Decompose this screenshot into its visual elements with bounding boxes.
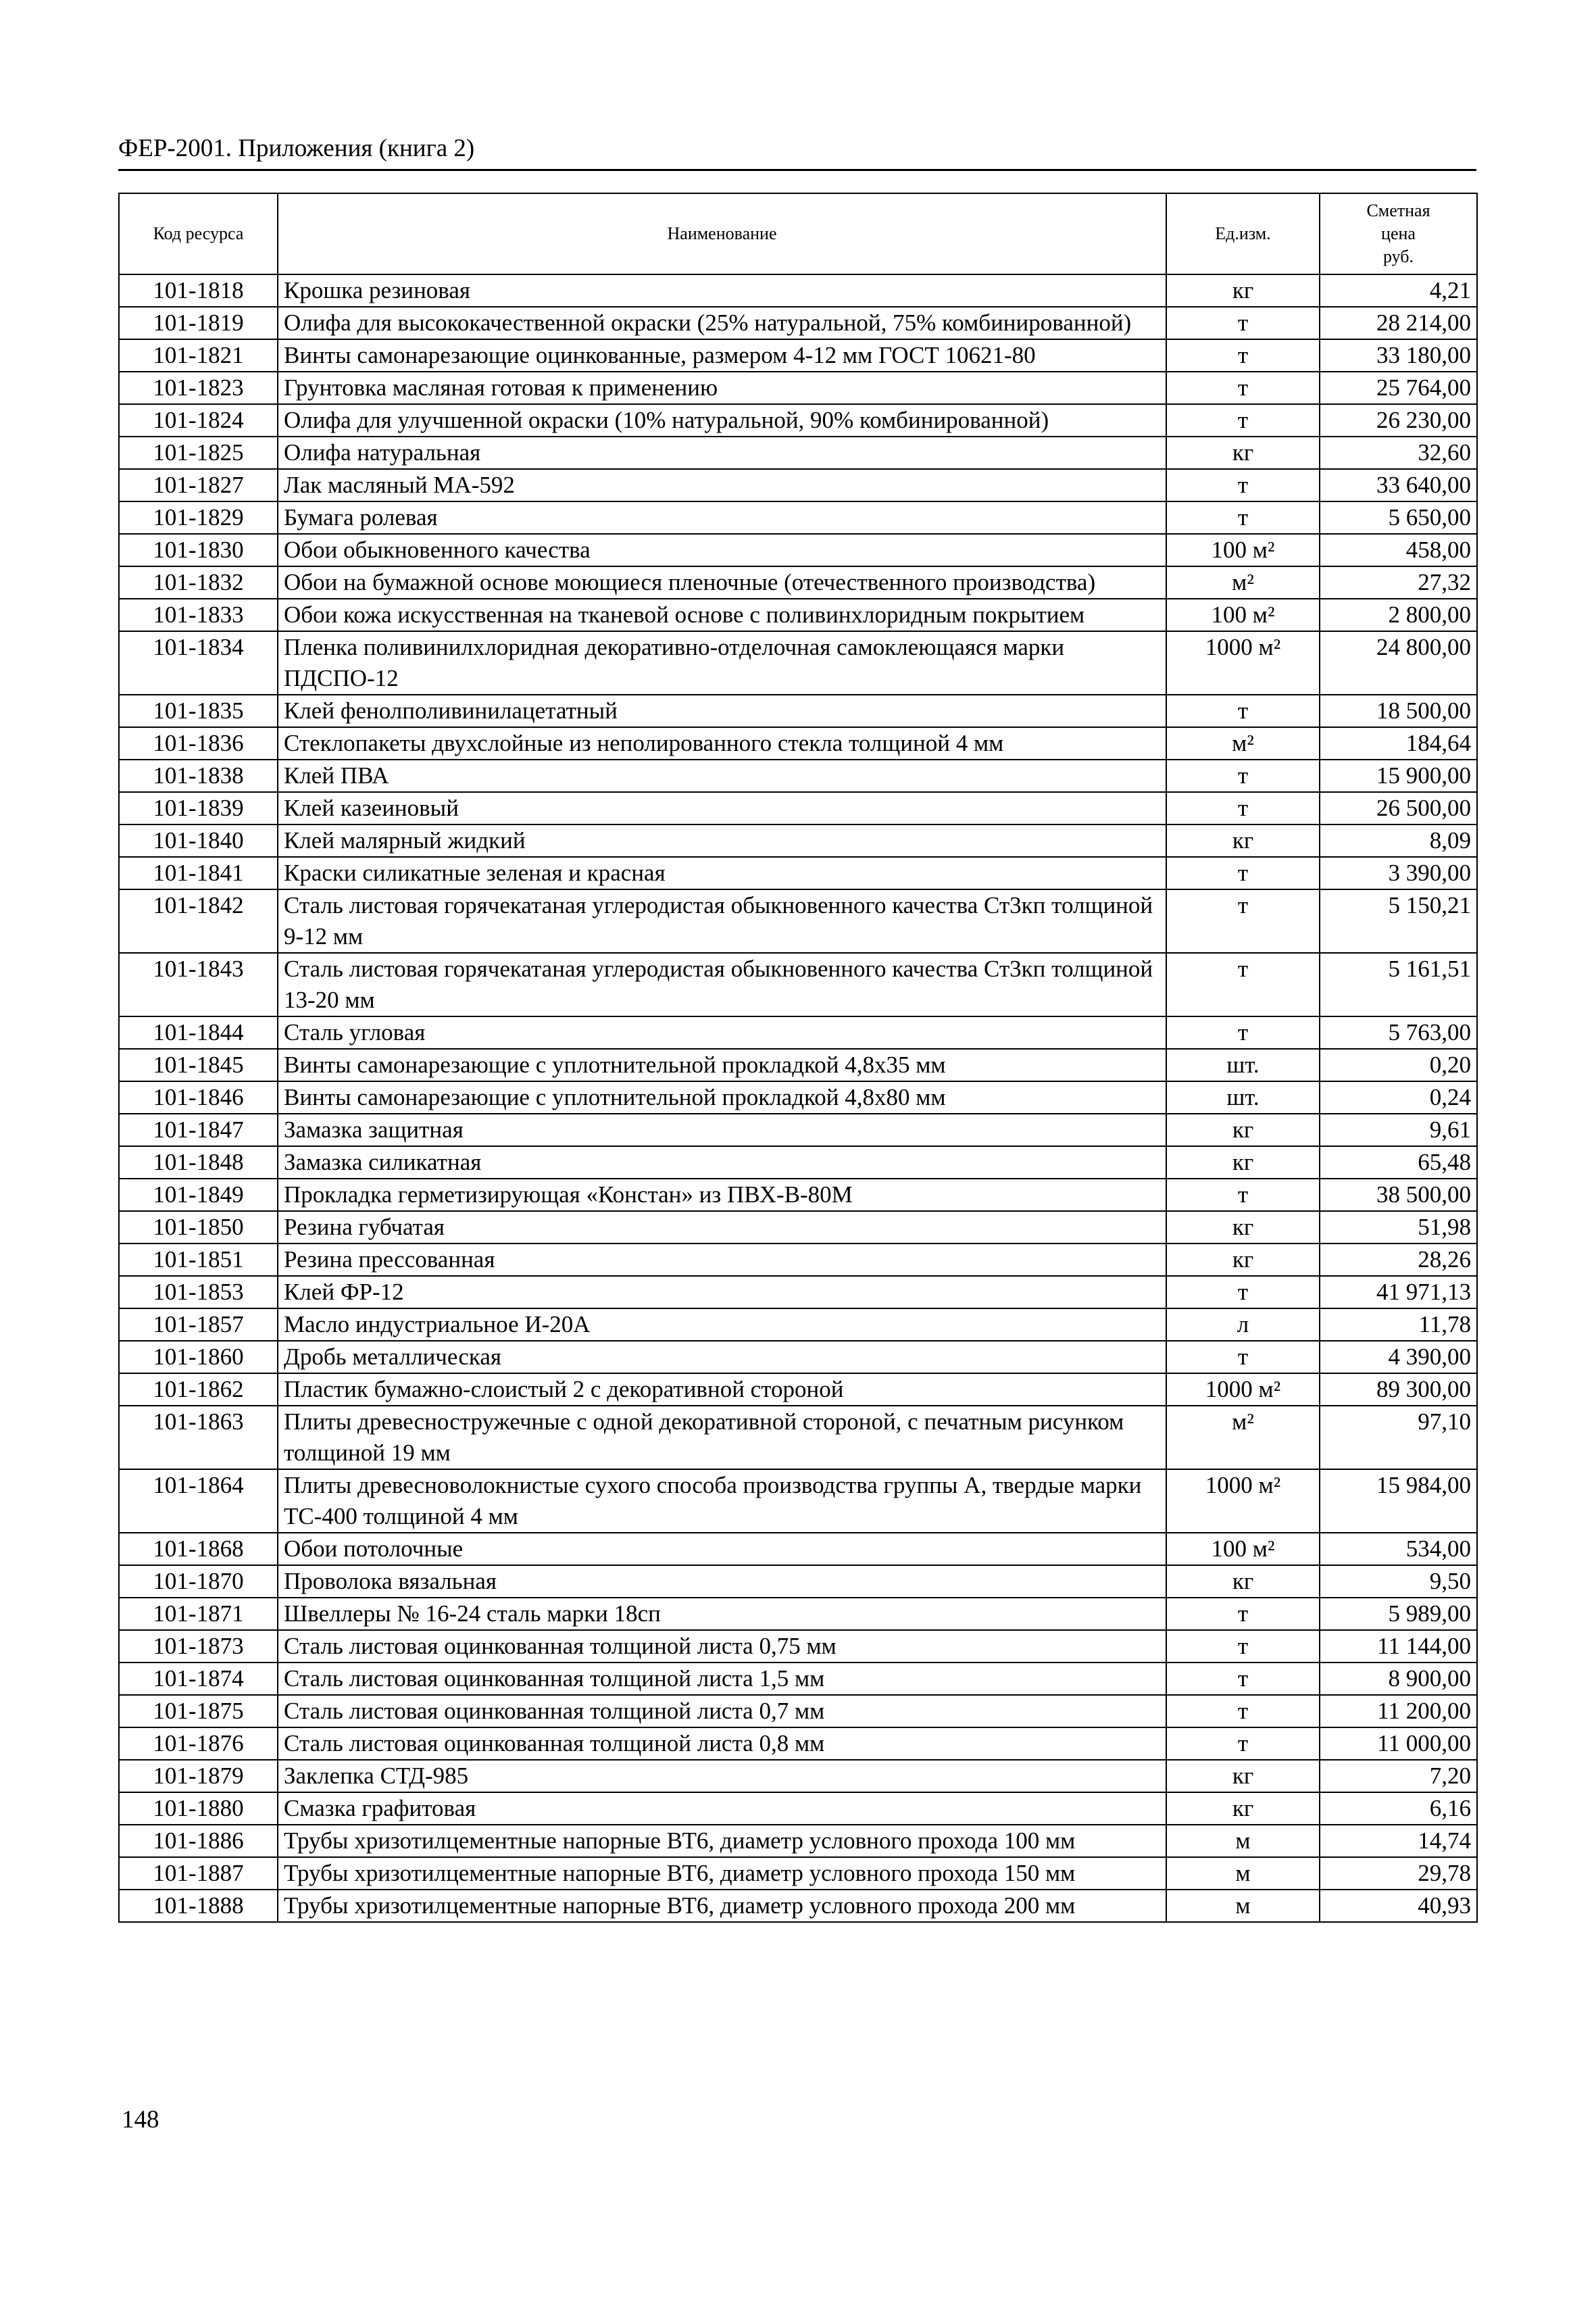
- table-row: [119, 1081, 1477, 1114]
- cell-code: 101-1870: [119, 1565, 278, 1598]
- page-header-title: ФЕР-2001. Приложения (книга 2): [118, 134, 475, 162]
- cell-price: 32,60: [1320, 437, 1477, 469]
- table-row: [119, 953, 1477, 1016]
- cell-code: 101-1874: [119, 1663, 278, 1695]
- cell-name: Смазка графитовая: [278, 1792, 1166, 1825]
- cell-price: 40,93: [1320, 1890, 1477, 1922]
- cell-unit: кг: [1166, 1146, 1320, 1179]
- cell-code: 101-1839: [119, 792, 278, 824]
- table-row: [119, 339, 1477, 372]
- cell-name: Обои кожа искусственная на тканевой основе с поливинхлоридным покрытием: [278, 599, 1166, 631]
- cell-unit: л: [1166, 1308, 1320, 1341]
- table-row: [119, 599, 1477, 631]
- cell-unit: т: [1166, 792, 1320, 824]
- cell-unit: т: [1166, 339, 1320, 372]
- cell-price: 65,48: [1320, 1146, 1477, 1179]
- table-header-row: [119, 193, 1477, 274]
- table-row: [119, 1341, 1477, 1373]
- cell-code: 101-1841: [119, 857, 278, 889]
- cell-code: 101-1847: [119, 1114, 278, 1146]
- cell-unit: м: [1166, 1890, 1320, 1922]
- cell-code: 101-1888: [119, 1890, 278, 1922]
- cell-code: 101-1887: [119, 1857, 278, 1890]
- cell-code: 101-1833: [119, 599, 278, 631]
- cell-price: 41 971,13: [1320, 1276, 1477, 1308]
- cell-name: Бумага ролевая: [278, 501, 1166, 534]
- header-price-line3: руб.: [1382, 247, 1414, 266]
- cell-price: 5 763,00: [1320, 1016, 1477, 1049]
- cell-code: 101-1875: [119, 1695, 278, 1727]
- cell-price: 0,24: [1320, 1081, 1477, 1114]
- table-row: [119, 1016, 1477, 1049]
- cell-name: Плиты древесностружечные с одной декоративной стороной, с печатным рисунком толщиной 19 мм: [278, 1406, 1166, 1469]
- cell-unit: 100 м²: [1166, 1533, 1320, 1565]
- table-row: [119, 792, 1477, 824]
- table-row: [119, 566, 1477, 599]
- cell-code: 101-1853: [119, 1276, 278, 1308]
- cell-price: 11,78: [1320, 1308, 1477, 1341]
- cell-name: Сталь листовая горячекатаная углеродистая обыкновенного качества Ст3кп толщиной 13-20 мм: [278, 953, 1166, 1016]
- cell-code: 101-1868: [119, 1533, 278, 1565]
- cell-code: 101-1827: [119, 469, 278, 501]
- table-row: [119, 1276, 1477, 1308]
- cell-price: 5 650,00: [1320, 501, 1477, 534]
- cell-price: 9,61: [1320, 1114, 1477, 1146]
- table-row: [119, 727, 1477, 760]
- cell-code: 101-1857: [119, 1308, 278, 1341]
- cell-price: 26 230,00: [1320, 404, 1477, 437]
- table-row: [119, 404, 1477, 437]
- cell-price: 89 300,00: [1320, 1373, 1477, 1406]
- cell-unit: т: [1166, 1179, 1320, 1211]
- cell-price: 6,16: [1320, 1792, 1477, 1825]
- cell-unit: т: [1166, 307, 1320, 339]
- cell-unit: т: [1166, 857, 1320, 889]
- table-row: [119, 307, 1477, 339]
- table-row: [119, 1598, 1477, 1630]
- cell-price: 534,00: [1320, 1533, 1477, 1565]
- cell-price: 15 900,00: [1320, 760, 1477, 792]
- cell-price: 184,64: [1320, 727, 1477, 760]
- cell-code: 101-1819: [119, 307, 278, 339]
- cell-name: Резина губчатая: [278, 1211, 1166, 1244]
- resource-price-table: [118, 193, 1478, 1923]
- cell-name: Винты самонарезающие с уплотнительной прокладкой 4,8x35 мм: [278, 1049, 1166, 1081]
- cell-name: Сталь листовая оцинкованная толщиной листа 0,75 мм: [278, 1630, 1166, 1663]
- table-row: [119, 534, 1477, 566]
- cell-code: 101-1851: [119, 1244, 278, 1276]
- cell-name: Клей казеиновый: [278, 792, 1166, 824]
- header-name: Наименование: [278, 193, 1166, 274]
- table-row: [119, 1630, 1477, 1663]
- cell-name: Клей фенолполивинилацетатный: [278, 695, 1166, 727]
- table-row: [119, 1244, 1477, 1276]
- cell-unit: шт.: [1166, 1081, 1320, 1114]
- cell-code: 101-1845: [119, 1049, 278, 1081]
- table-row: [119, 631, 1477, 695]
- cell-price: 11 144,00: [1320, 1630, 1477, 1663]
- page-number: 148: [122, 2106, 159, 2134]
- cell-price: 26 500,00: [1320, 792, 1477, 824]
- cell-code: 101-1832: [119, 566, 278, 599]
- cell-price: 14,74: [1320, 1825, 1477, 1857]
- cell-price: 5 161,51: [1320, 953, 1477, 1016]
- cell-unit: т: [1166, 1695, 1320, 1727]
- cell-name: Трубы хризотилцементные напорные ВТ6, диаметр условного прохода 200 мм: [278, 1890, 1166, 1922]
- table-row: [119, 1049, 1477, 1081]
- cell-price: 11 000,00: [1320, 1727, 1477, 1760]
- cell-unit: 1000 м²: [1166, 1373, 1320, 1406]
- cell-unit: м²: [1166, 566, 1320, 599]
- header-price-line2: цена: [1381, 224, 1416, 243]
- cell-name: Стеклопакеты двухслойные из неполированного стекла толщиной 4 мм: [278, 727, 1166, 760]
- table-row: [119, 824, 1477, 857]
- cell-price: 97,10: [1320, 1406, 1477, 1469]
- table-row: [119, 857, 1477, 889]
- cell-unit: т: [1166, 501, 1320, 534]
- table-row: [119, 1406, 1477, 1469]
- cell-name: Трубы хризотилцементные напорные ВТ6, диаметр условного прохода 150 мм: [278, 1857, 1166, 1890]
- cell-code: 101-1846: [119, 1081, 278, 1114]
- cell-unit: т: [1166, 1598, 1320, 1630]
- cell-price: 27,32: [1320, 566, 1477, 599]
- cell-unit: т: [1166, 1630, 1320, 1663]
- header-code: Код ресурса: [119, 193, 278, 274]
- table-body: [119, 274, 1477, 1922]
- table-row: [119, 1469, 1477, 1533]
- cell-unit: кг: [1166, 437, 1320, 469]
- cell-price: 4,21: [1320, 274, 1477, 307]
- cell-price: 0,20: [1320, 1049, 1477, 1081]
- cell-code: 101-1864: [119, 1469, 278, 1533]
- cell-unit: 100 м²: [1166, 599, 1320, 631]
- cell-code: 101-1843: [119, 953, 278, 1016]
- cell-code: 101-1862: [119, 1373, 278, 1406]
- cell-unit: кг: [1166, 1114, 1320, 1146]
- cell-unit: т: [1166, 1663, 1320, 1695]
- cell-unit: 1000 м²: [1166, 631, 1320, 695]
- cell-name: Обои обыкновенного качества: [278, 534, 1166, 566]
- cell-code: 101-1871: [119, 1598, 278, 1630]
- cell-name: Плиты древесноволокнистые сухого способа производства группы А, твердые марки ТС-400 толщиной 4 мм: [278, 1469, 1166, 1533]
- header-unit: Ед.изм.: [1166, 193, 1320, 274]
- cell-price: 2 800,00: [1320, 599, 1477, 631]
- table-row: [119, 889, 1477, 953]
- table-row: [119, 1857, 1477, 1890]
- cell-code: 101-1824: [119, 404, 278, 437]
- cell-price: 28 214,00: [1320, 307, 1477, 339]
- cell-name: Клей ФР-12: [278, 1276, 1166, 1308]
- cell-code: 101-1823: [119, 372, 278, 404]
- cell-name: Обои на бумажной основе моющиеся пленочные (отечественного производства): [278, 566, 1166, 599]
- cell-price: 18 500,00: [1320, 695, 1477, 727]
- table-row: [119, 1533, 1477, 1565]
- cell-unit: м²: [1166, 727, 1320, 760]
- cell-price: 33 180,00: [1320, 339, 1477, 372]
- cell-price: 8,09: [1320, 824, 1477, 857]
- cell-price: 5 150,21: [1320, 889, 1477, 953]
- cell-unit: шт.: [1166, 1049, 1320, 1081]
- cell-price: 11 200,00: [1320, 1695, 1477, 1727]
- table-row: [119, 1373, 1477, 1406]
- cell-code: 101-1873: [119, 1630, 278, 1663]
- cell-code: 101-1818: [119, 274, 278, 307]
- cell-price: 458,00: [1320, 534, 1477, 566]
- table-row: [119, 1727, 1477, 1760]
- cell-code: 101-1840: [119, 824, 278, 857]
- cell-name: Дробь металлическая: [278, 1341, 1166, 1373]
- cell-price: 7,20: [1320, 1760, 1477, 1792]
- cell-name: Крошка резиновая: [278, 274, 1166, 307]
- cell-name: Сталь листовая оцинкованная толщиной листа 0,8 мм: [278, 1727, 1166, 1760]
- table-row: [119, 1114, 1477, 1146]
- table-row: [119, 501, 1477, 534]
- table-row: [119, 1792, 1477, 1825]
- cell-unit: м: [1166, 1825, 1320, 1857]
- cell-unit: т: [1166, 1016, 1320, 1049]
- table-row: [119, 372, 1477, 404]
- table-row: [119, 1663, 1477, 1695]
- cell-code: 101-1879: [119, 1760, 278, 1792]
- cell-name: Сталь листовая оцинкованная толщиной листа 0,7 мм: [278, 1695, 1166, 1727]
- table-row: [119, 1211, 1477, 1244]
- table-row: [119, 469, 1477, 501]
- table-row: [119, 1565, 1477, 1598]
- cell-unit: т: [1166, 953, 1320, 1016]
- table-row: [119, 274, 1477, 307]
- cell-code: 101-1880: [119, 1792, 278, 1825]
- cell-unit: кг: [1166, 1211, 1320, 1244]
- cell-code: 101-1850: [119, 1211, 278, 1244]
- cell-code: 101-1849: [119, 1179, 278, 1211]
- cell-name: Лак масляный МА-592: [278, 469, 1166, 501]
- cell-name: Прокладка герметизирующая «Констан» из ПВХ-В-80М: [278, 1179, 1166, 1211]
- cell-unit: кг: [1166, 274, 1320, 307]
- cell-name: Сталь листовая оцинкованная толщиной листа 1,5 мм: [278, 1663, 1166, 1695]
- cell-code: 101-1860: [119, 1341, 278, 1373]
- cell-name: Пленка поливинилхлоридная декоративно-отделочная самоклеющаяся марки ПДСПО-12: [278, 631, 1166, 695]
- cell-price: 33 640,00: [1320, 469, 1477, 501]
- table-row: [119, 1146, 1477, 1179]
- cell-price: 9,50: [1320, 1565, 1477, 1598]
- cell-unit: т: [1166, 695, 1320, 727]
- cell-price: 51,98: [1320, 1211, 1477, 1244]
- cell-name: Олифа для улучшенной окраски (10% натуральной, 90% комбинированной): [278, 404, 1166, 437]
- cell-unit: т: [1166, 1276, 1320, 1308]
- cell-name: Пластик бумажно-слоистый 2 с декоративной стороной: [278, 1373, 1166, 1406]
- table-row: [119, 1825, 1477, 1857]
- cell-name: Заклепка СТД-985: [278, 1760, 1166, 1792]
- cell-unit: 1000 м²: [1166, 1469, 1320, 1533]
- cell-code: 101-1821: [119, 339, 278, 372]
- cell-unit: т: [1166, 760, 1320, 792]
- table-row: [119, 1179, 1477, 1211]
- header-divider: [118, 169, 1476, 171]
- cell-unit: т: [1166, 404, 1320, 437]
- table-row: [119, 1695, 1477, 1727]
- cell-unit: кг: [1166, 824, 1320, 857]
- cell-name: Клей малярный жидкий: [278, 824, 1166, 857]
- table-row: [119, 695, 1477, 727]
- cell-code: 101-1876: [119, 1727, 278, 1760]
- cell-price: 28,26: [1320, 1244, 1477, 1276]
- cell-code: 101-1848: [119, 1146, 278, 1179]
- cell-name: Обои потолочные: [278, 1533, 1166, 1565]
- cell-unit: т: [1166, 1341, 1320, 1373]
- cell-unit: 100 м²: [1166, 534, 1320, 566]
- cell-name: Винты самонарезающие оцинкованные, размером 4-12 мм ГОСТ 10621-80: [278, 339, 1166, 372]
- cell-unit: т: [1166, 1727, 1320, 1760]
- cell-price: 8 900,00: [1320, 1663, 1477, 1695]
- header-price-line1: Сметная: [1366, 201, 1430, 220]
- cell-name: Замазка силикатная: [278, 1146, 1166, 1179]
- cell-name: Масло индустриальное И-20А: [278, 1308, 1166, 1341]
- cell-code: 101-1829: [119, 501, 278, 534]
- table-row: [119, 1890, 1477, 1922]
- table-row: [119, 1308, 1477, 1341]
- cell-name: Винты самонарезающие с уплотнительной прокладкой 4,8x80 мм: [278, 1081, 1166, 1114]
- table-row: [119, 437, 1477, 469]
- cell-name: Резина прессованная: [278, 1244, 1166, 1276]
- cell-code: 101-1844: [119, 1016, 278, 1049]
- cell-name: Замазка защитная: [278, 1114, 1166, 1146]
- cell-price: 29,78: [1320, 1857, 1477, 1890]
- cell-name: Клей ПВА: [278, 760, 1166, 792]
- cell-name: Грунтовка масляная готовая к применению: [278, 372, 1166, 404]
- cell-code: 101-1886: [119, 1825, 278, 1857]
- cell-unit: м²: [1166, 1406, 1320, 1469]
- cell-price: 25 764,00: [1320, 372, 1477, 404]
- cell-code: 101-1825: [119, 437, 278, 469]
- cell-code: 101-1836: [119, 727, 278, 760]
- cell-code: 101-1835: [119, 695, 278, 727]
- cell-name: Олифа для высококачественной окраски (25% натуральной, 75% комбинированной): [278, 307, 1166, 339]
- cell-name: Швеллеры № 16-24 сталь марки 18сп: [278, 1598, 1166, 1630]
- cell-unit: м: [1166, 1857, 1320, 1890]
- cell-name: Проволока вязальная: [278, 1565, 1166, 1598]
- cell-price: 5 989,00: [1320, 1598, 1477, 1630]
- cell-price: 15 984,00: [1320, 1469, 1477, 1533]
- cell-price: 38 500,00: [1320, 1179, 1477, 1211]
- header-price: [1320, 193, 1477, 274]
- cell-name: Краски силикатные зеленая и красная: [278, 857, 1166, 889]
- cell-code: 101-1834: [119, 631, 278, 695]
- table-row: [119, 1760, 1477, 1792]
- cell-code: 101-1838: [119, 760, 278, 792]
- cell-unit: кг: [1166, 1792, 1320, 1825]
- cell-name: Сталь угловая: [278, 1016, 1166, 1049]
- cell-unit: т: [1166, 469, 1320, 501]
- cell-unit: т: [1166, 889, 1320, 953]
- cell-name: Трубы хризотилцементные напорные ВТ6, диаметр условного прохода 100 мм: [278, 1825, 1166, 1857]
- cell-code: 101-1830: [119, 534, 278, 566]
- cell-name: Олифа натуральная: [278, 437, 1166, 469]
- cell-unit: т: [1166, 372, 1320, 404]
- cell-unit: кг: [1166, 1565, 1320, 1598]
- cell-code: 101-1842: [119, 889, 278, 953]
- cell-unit: кг: [1166, 1760, 1320, 1792]
- cell-unit: кг: [1166, 1244, 1320, 1276]
- cell-name: Сталь листовая горячекатаная углеродистая обыкновенного качества Ст3кп толщиной 9-12 мм: [278, 889, 1166, 953]
- cell-price: 4 390,00: [1320, 1341, 1477, 1373]
- table-row: [119, 760, 1477, 792]
- cell-code: 101-1863: [119, 1406, 278, 1469]
- cell-price: 3 390,00: [1320, 857, 1477, 889]
- cell-price: 24 800,00: [1320, 631, 1477, 695]
